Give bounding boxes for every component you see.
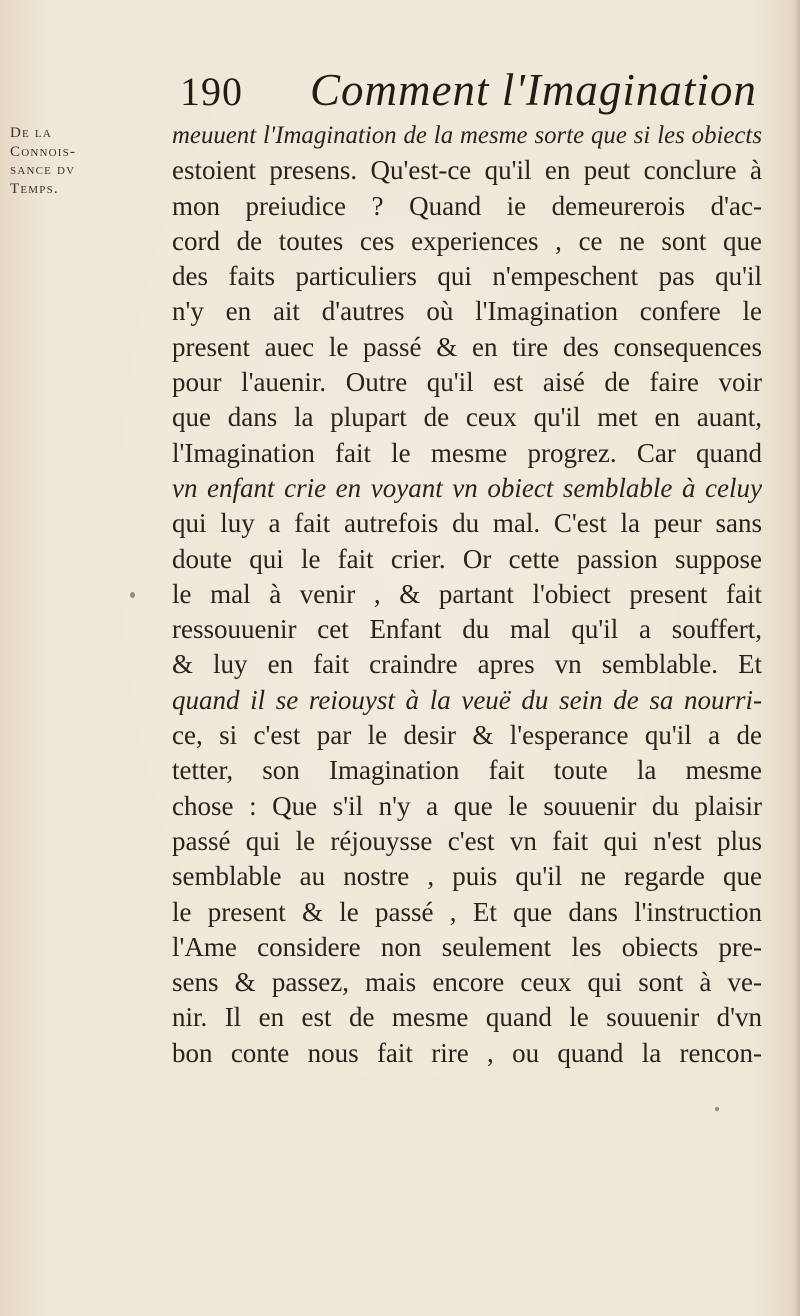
- text-line: bon conte nous fait rire , ou quand la rencon-: [172, 1037, 762, 1068]
- page-edge-shadow: [794, 0, 800, 1316]
- text-line: meuuent l'Imagination de la mesme sorte que si les obiects: [172, 122, 762, 149]
- text-line: n'y en ait d'autres où l'Imagination confere le: [172, 296, 762, 327]
- text-line: cord de toutes ces experiences , ce ne sont que: [172, 225, 762, 256]
- text-line: present auec le passé & en tire des consequences: [172, 331, 762, 362]
- text-line: passé qui le réjouysse c'est vn fait qui n'est plus: [172, 825, 762, 856]
- margin-note-line: Temps.: [10, 180, 59, 197]
- text-line: nir. Il en est de mesme quand le souuenir d'vn: [172, 1002, 762, 1033]
- page-header: [180, 64, 757, 120]
- margin-note-line: De la: [10, 125, 52, 141]
- text-line: semblable au nostre , puis qu'il ne regarde que: [172, 861, 762, 892]
- text-line: le present & le passé , Et que dans l'instruction: [172, 896, 762, 927]
- text-line: l'Imagination fait le mesme progrez. Car quand: [172, 437, 762, 468]
- text-line: ressouuenir cet Enfant du mal qu'il a souffert,: [172, 614, 762, 645]
- margin-note-line: Connois-: [10, 143, 77, 160]
- page-number: 190: [180, 69, 243, 114]
- text-line: ce, si c'est par le desir & l'esperance qu'il a de: [172, 720, 762, 751]
- text-line: mon preiudice ? Quand ie demeurerois d'ac-: [172, 190, 762, 221]
- margin-note: [10, 124, 160, 198]
- text-line: pour l'auenir. Outre qu'il est aisé de faire voir: [172, 367, 762, 398]
- text-line: vn enfant crie en voyant vn obiect semblable à celuy: [172, 472, 762, 503]
- running-title: Comment l'Imagination: [310, 65, 757, 115]
- text-line: sens & passez, mais encore ceux qui sont à ve-: [172, 967, 762, 998]
- text-line: le mal à venir , & partant l'obiect present fait: [172, 578, 762, 609]
- text-line: qui luy a fait autrefois du mal. C'est la peur sans: [172, 508, 762, 539]
- text-line: que dans la plupart de ceux qu'il met en auant,: [172, 402, 762, 433]
- ink-speck: [130, 592, 135, 598]
- body-text: [172, 118, 762, 1071]
- text-line: l'Ame considere non seulement les obiects pre-: [172, 931, 762, 962]
- text-line: estoient presens. Qu'est-ce qu'il en peut conclure à: [172, 155, 762, 186]
- ink-speck: [715, 1107, 719, 1111]
- text-line: chose : Que s'il n'y a que le souuenir du plaisir: [172, 790, 762, 821]
- text-line: des faits particuliers qui n'empeschent pas qu'il: [172, 261, 762, 292]
- text-line: doute qui le fait crier. Or cette passion suppose: [172, 543, 762, 574]
- margin-note-line: sance dv: [10, 162, 76, 178]
- text-line: & luy en fait craindre apres vn semblable. Et: [172, 649, 762, 680]
- text-line: tetter, son Imagination fait toute la mesme: [172, 755, 762, 786]
- text-line: quand il se reiouyst à la veuë du sein de sa nourri-: [172, 684, 762, 715]
